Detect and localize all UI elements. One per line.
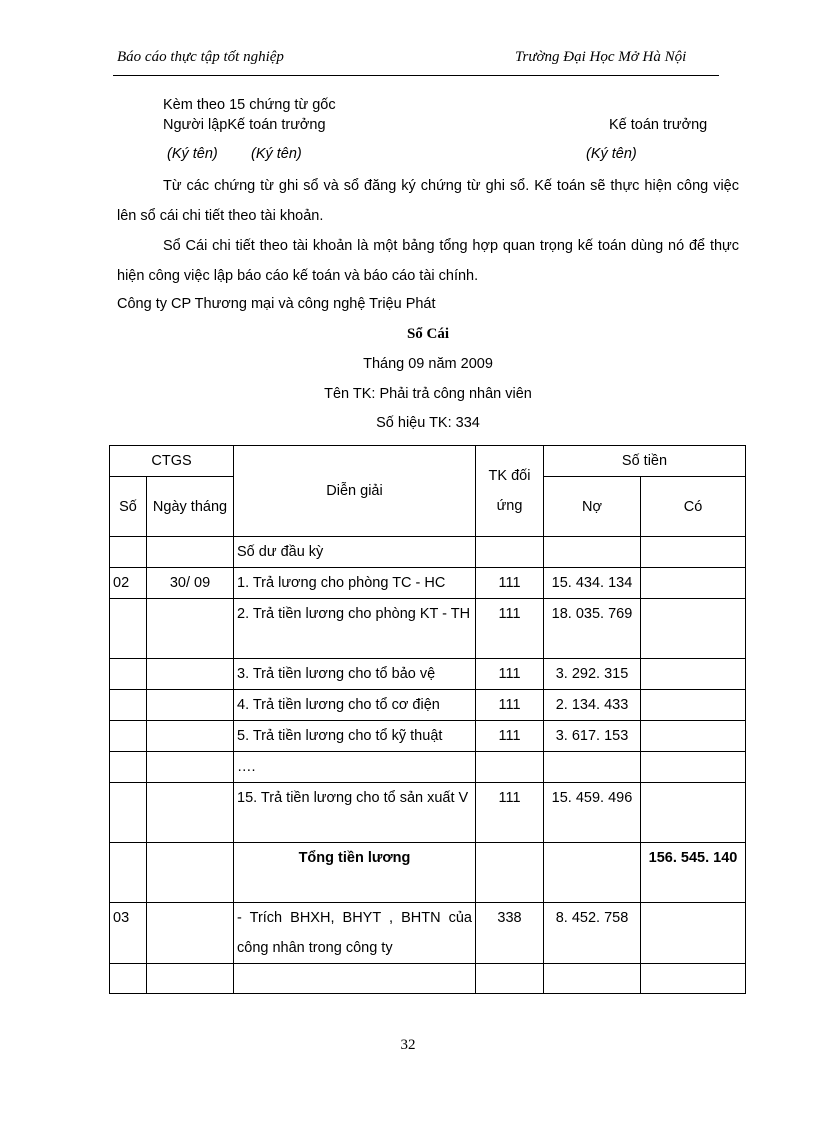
header-so-tien: Số tiền: [544, 446, 746, 477]
cell-tk: 111: [476, 690, 544, 721]
cell-ngay: [147, 783, 234, 843]
cell-dien-giai: 15. Trả tiền lương cho tổ sản xuất V: [234, 783, 476, 843]
cell-co: [641, 752, 746, 783]
cell-tk: [476, 843, 544, 903]
cell-ngay: 30/ 09: [147, 568, 234, 599]
cell-ngay: [147, 721, 234, 752]
cell-no: [544, 843, 641, 903]
header-left: Báo cáo thực tập tốt nghiệp: [117, 49, 284, 65]
cell-tk: 111: [476, 659, 544, 690]
cell-dien-giai: 5. Trả tiền lương cho tổ kỹ thuật: [234, 721, 476, 752]
cell-so: [110, 599, 147, 659]
header-right: Trường Đại Học Mở Hà Nội: [515, 49, 687, 65]
paragraph-2-text: Sổ Cái chi tiết theo tài khoản là một bảng tổng hợp quan trọng kế toán dùng nó để thực hiện công việc lập báo cáo kế toán và báo cáo tài chính.: [117, 238, 739, 284]
cell-tk: 111: [476, 783, 544, 843]
table-row: [110, 690, 746, 721]
cell-tk: 338: [476, 903, 544, 964]
cell-ngay: [147, 903, 234, 964]
cell-dien-giai: 1. Trả lương cho phòng TC - HC: [234, 568, 476, 599]
account-name: Tên TK: Phải trả công nhân viên: [324, 386, 532, 402]
header-dien-giai: Diễn giải: [234, 446, 476, 537]
cell-dien-giai: 3. Trả tiền lương cho tổ bảo vệ: [234, 659, 476, 690]
cell-co: [641, 783, 746, 843]
cell-no: 18. 035. 769: [544, 599, 641, 659]
table-row: [110, 964, 746, 994]
cell-no: [544, 964, 641, 994]
table-row: [110, 721, 746, 752]
cell-co: 156. 545. 140: [641, 843, 746, 903]
header-ctgs: CTGS: [110, 446, 234, 477]
cell-no: 3. 617. 153: [544, 721, 641, 752]
cell-no: 8. 452. 758: [544, 903, 641, 964]
ledger-body: [110, 537, 746, 994]
cell-tk: 111: [476, 599, 544, 659]
cell-co: [641, 568, 746, 599]
header-divider: [113, 75, 719, 76]
cell-ngay: [147, 752, 234, 783]
cell-co: [641, 599, 746, 659]
table-row: [110, 659, 746, 690]
cell-dien-giai: [234, 964, 476, 994]
table-row: [110, 843, 746, 903]
paragraph-1-text: Từ các chứng từ ghi sổ và sổ đăng ký chứng từ ghi sổ. Kế toán sẽ thực hiện công việc lên sổ cái chi tiết theo tài khoản.: [117, 178, 739, 224]
cell-no: [544, 537, 641, 568]
cell-dien-giai: ….: [234, 752, 476, 783]
cell-dien-giai: Số dư đầu kỳ: [234, 537, 476, 568]
cell-co: [641, 659, 746, 690]
cell-co: [641, 690, 746, 721]
cell-dien-giai: 2. Trả tiền lương cho phòng KT - TH: [234, 599, 476, 659]
cell-no: 2. 134. 433: [544, 690, 641, 721]
paragraph-1: [117, 171, 739, 231]
header-so: Số: [110, 477, 147, 537]
paragraph-2: [117, 231, 739, 291]
cell-so: [110, 843, 147, 903]
cell-so: 03: [110, 903, 147, 964]
cell-tk: 111: [476, 568, 544, 599]
cell-so: 02: [110, 568, 147, 599]
preparer-and-chief-label: Người lậpKế toán trưởng: [163, 117, 326, 133]
cell-ngay: [147, 537, 234, 568]
signature-1: (Ký tên): [167, 146, 218, 162]
cell-so: [110, 752, 147, 783]
attachment-line: Kèm theo 15 chứng từ gốc: [163, 97, 336, 113]
cell-ngay: [147, 843, 234, 903]
cell-co: [641, 903, 746, 964]
cell-tk: 111: [476, 721, 544, 752]
cell-co: [641, 964, 746, 994]
cell-no: [544, 752, 641, 783]
signature-3: (Ký tên): [586, 146, 637, 162]
header-no: Nợ: [544, 477, 641, 537]
cell-dien-giai: 4. Trả tiền lương cho tổ cơ điện: [234, 690, 476, 721]
cell-no: 3. 292. 315: [544, 659, 641, 690]
cell-tk: [476, 752, 544, 783]
table-row: [110, 903, 746, 964]
ledger-table: [109, 445, 746, 994]
cell-ngay: [147, 964, 234, 994]
page-number: 32: [400, 1037, 416, 1053]
ledger-title: Sổ Cái: [406, 326, 450, 342]
cell-no: 15. 434. 134: [544, 568, 641, 599]
cell-tk: [476, 964, 544, 994]
cell-ngay: [147, 659, 234, 690]
cell-so: [110, 659, 147, 690]
cell-co: [641, 721, 746, 752]
ledger-month: Tháng 09 năm 2009: [363, 356, 493, 372]
header-co: Có: [641, 477, 746, 537]
cell-dien-giai: Tổng tiền lương: [234, 843, 476, 903]
table-row: [110, 568, 746, 599]
table-row: [110, 599, 746, 659]
cell-ngay: [147, 690, 234, 721]
chief-accountant-label: Kế toán trưởng: [609, 117, 708, 133]
cell-ngay: [147, 599, 234, 659]
table-row: [110, 752, 746, 783]
signature-2: (Ký tên): [251, 146, 302, 162]
cell-so: [110, 783, 147, 843]
cell-so: [110, 690, 147, 721]
cell-co: [641, 537, 746, 568]
header-ngay-thang: Ngày tháng: [147, 477, 234, 537]
account-number: Số hiệu TK: 334: [376, 415, 480, 431]
table-row: [110, 537, 746, 568]
table-row: [110, 783, 746, 843]
cell-so: [110, 537, 147, 568]
cell-so: [110, 964, 147, 994]
company-name: Công ty CP Thương mại và công nghệ Triệu Phát: [117, 296, 436, 312]
cell-no: 15. 459. 496: [544, 783, 641, 843]
cell-tk: [476, 537, 544, 568]
cell-dien-giai: - Trích BHXH, BHYT , BHTN của công nhân trong công ty: [234, 903, 476, 964]
header-tk-doi-ung: TK đối ứng: [476, 446, 544, 537]
cell-so: [110, 721, 147, 752]
